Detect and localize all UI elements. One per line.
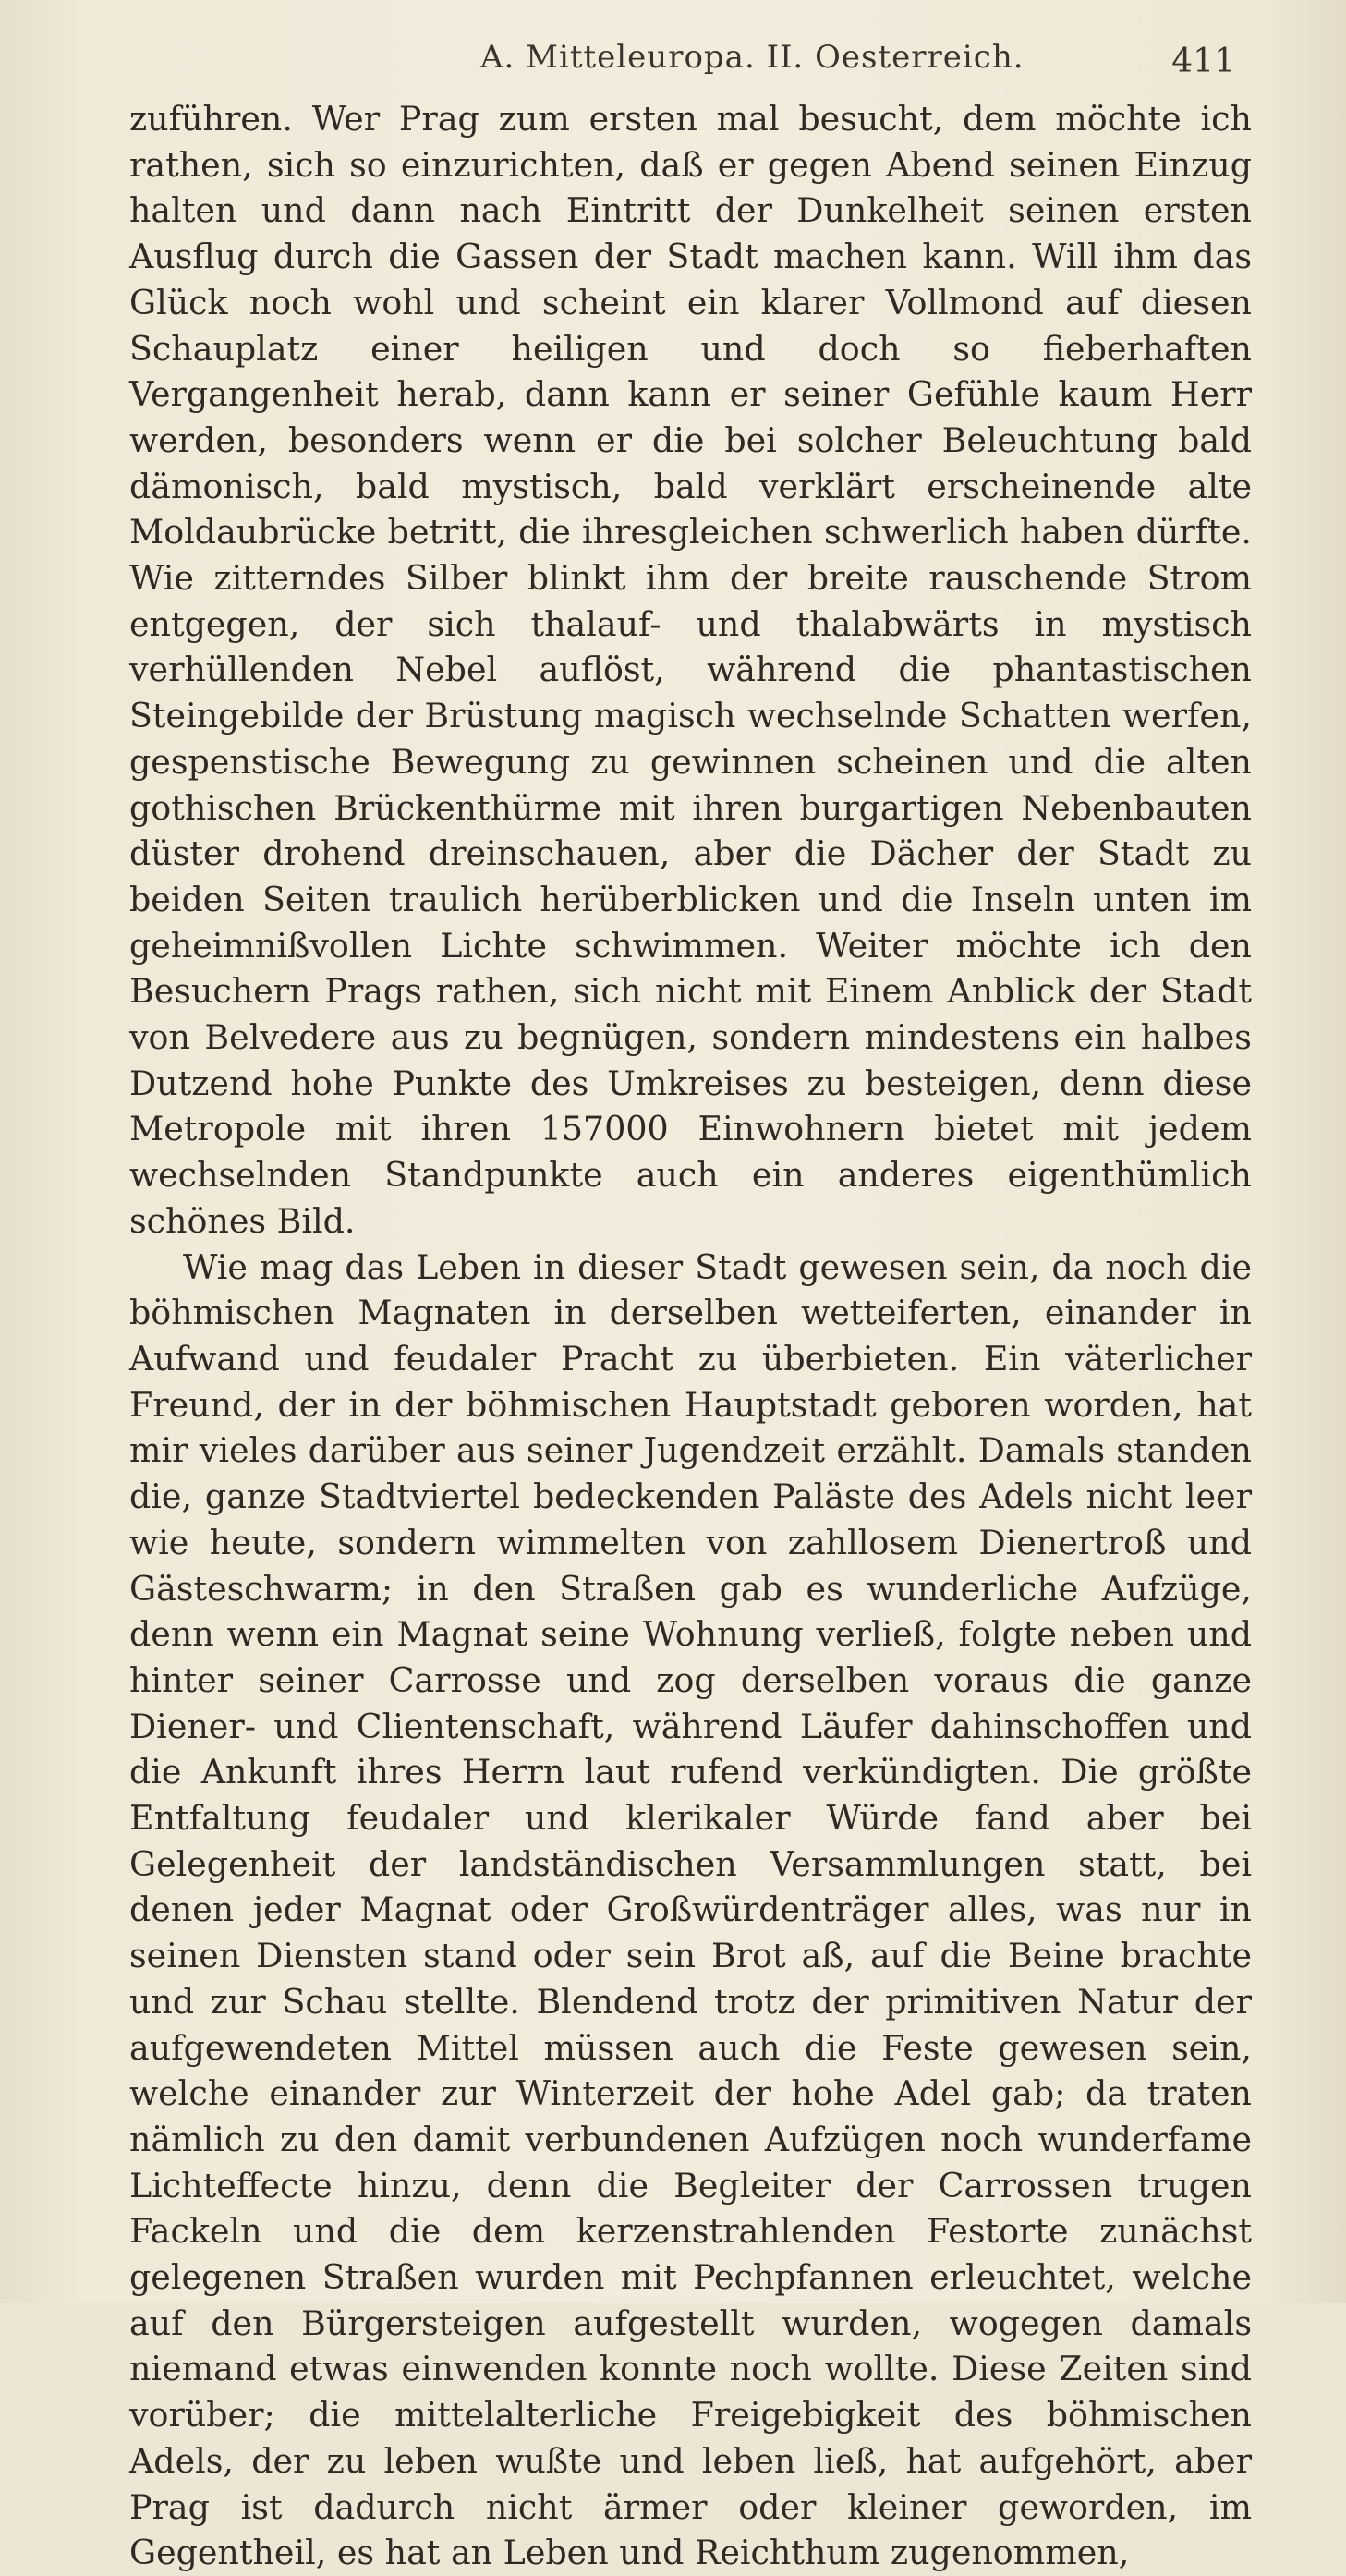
page-number: 411 [1171, 43, 1235, 80]
page-header [139, 33, 1272, 89]
body-text [129, 96, 1252, 2576]
running-title: A. Mitteleuropa. II. Oesterreich. [480, 39, 1025, 76]
paragraph-prague-moonlight: zuführen. Wer Prag zum ersten mal besucht, dem möchte ich rathen, sich so einzurichten, daß er gegen Abend seinen Einzug halten und dann nach Eintritt der Dunkelheit seinen ersten Ausflug durch die Gassen der Stadt machen kann. Will ihm das Glück noch wohl und scheint ein klarer Vollmond auf diesen Schauplatz einer heiligen und doch so fieberhaften Vergangenheit herab, dann kann er seiner Gefühle kaum Herr werden, besonders wenn er die bei solcher Beleuchtung bald dämonisch, bald mystisch, bald verklärt erscheinende alte Moldaubrücke betritt, die ihresgleichen schwerlich haben dürfte. Wie zitterndes Silber blinkt ihm der breite rauschende Strom entgegen, der sich thalauf- und thalabwärts in mystisch verhüllenden Nebel auflöst, während die phantastischen Steingebilde der Brüstung magisch wechselnde Schatten werfen, gespenstische Bewegung zu gewinnen scheinen und die alten gothischen Brückenthürme mit ihren burgartigen Nebenbauten düster drohend dreinschauen, aber die Dächer der Stadt zu beiden Seiten traulich herüberblicken und die Inseln unten im geheimnißvollen Lichte schwimmen. Weiter möchte ich den Besuchern Prags rathen, sich nicht mit Einem Anblick der Stadt von Belvedere aus zu begnügen, sondern mindestens ein halbes Dutzend hohe Punkte des Umkreises zu besteigen, denn diese Metropole mit ihren 157000 Einwohnern bietet mit jedem wechselnden Standpunkte auch ein anderes eigenthümlich schönes Bild. [129, 99, 1252, 1241]
paragraph-bohemian-magnates: Wie mag das Leben in dieser Stadt gewesen sein, da noch die böhmischen Magnaten in derselben wetteiferten, einander in Aufwand und feudaler Pracht zu überbieten. Ein väterlicher Freund, der in der böhmischen Hauptstadt geboren worden, hat mir vieles darüber aus seiner Jugendzeit erzählt. Damals standen die, ganze Stadtviertel bedeckenden Paläste des Adels nicht leer wie heute, sondern wimmelten von zahllosem Dienertroß und Gästeschwarm; in den Straßen gab es wunderliche Aufzüge, denn wenn ein Magnat seine Wohnung verließ, folgte neben und hinter seiner Carrosse und zog derselben voraus die ganze Diener- und Clientenschaft, während Läufer dahinschoffen und die Ankunft ihres Herrn laut rufend verkündigten. Die größte Entfaltung feudaler und klerikaler Würde fand aber bei Gelegenheit der landständischen Versammlungen statt, bei denen jeder Magnat oder Großwürdenträger alles, was nur in seinen Diensten stand oder sein Brot aß, auf die Beine brachte und zur Schau stellte. Blendend trotz der primitiven Natur der aufgewendeten Mittel müssen auch die Feste gewesen sein, welche einander zur Winterzeit der hohe Adel gab; da traten nämlich zu den damit verbundenen Aufzügen noch wunderfame Lichteffecte hinzu, denn die Begleiter der Carrossen trugen Fackeln und die dem kerzenstrahlenden Festorte zunächst gelegenen Straßen wurden mit Pechpfannen erleuchtet, welche auf den Bürgersteigen aufgestellt wurden, wogegen damals niemand etwas einwenden konnte noch wollte. Diese Zeiten sind vorüber; die mittelalterliche Freigebigkeit des böhmischen Adels, der zu leben wußte und leben ließ, hat aufgehört, aber Prag ist dadurch nicht ärmer oder kleiner geworden, im Gegentheil, es hat an Leben und Reichthum zugenommen, [129, 1246, 1252, 2573]
